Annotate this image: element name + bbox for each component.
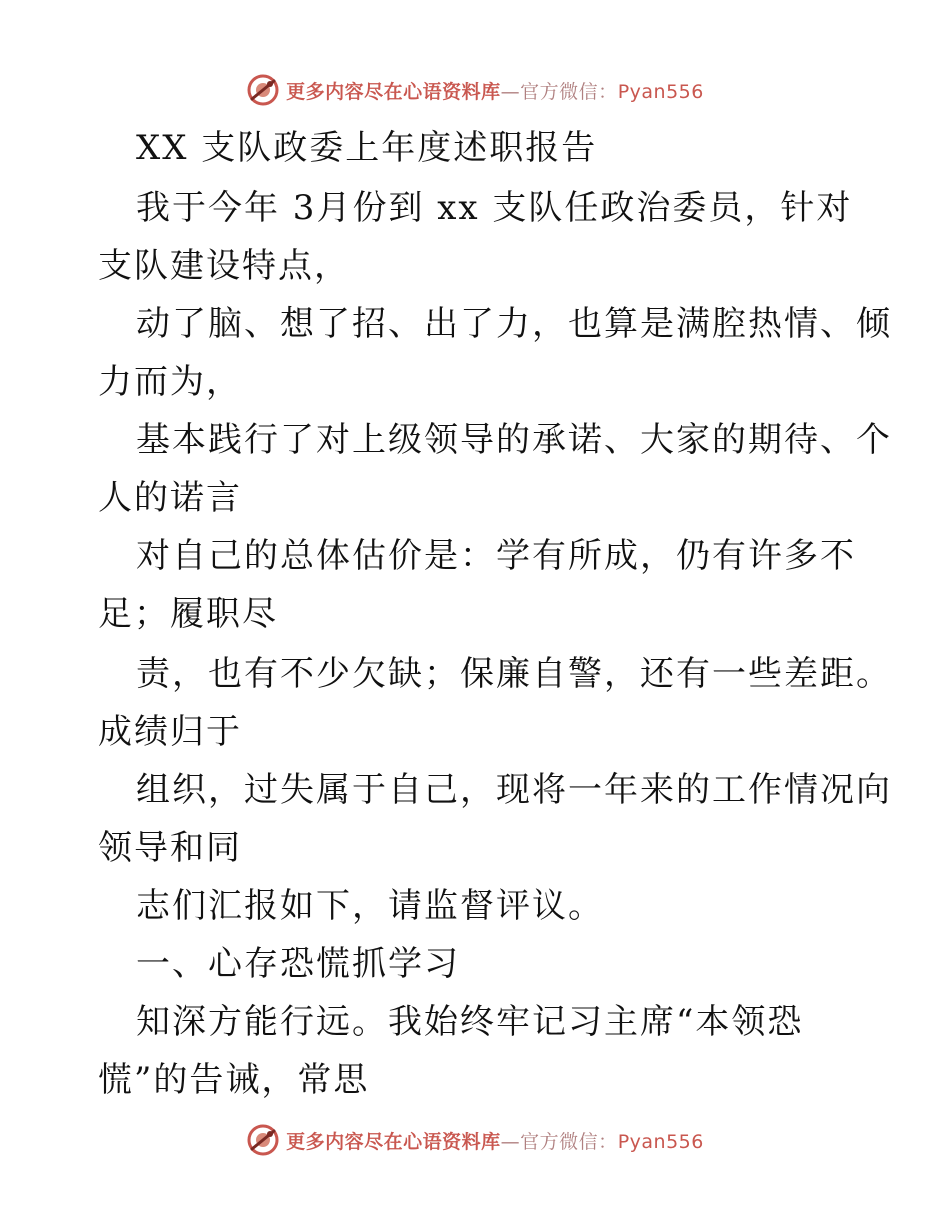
paragraph-line: 我于今年 3月份到 xx 支队任政治委员，针对 — [136, 188, 853, 228]
section-heading: 一、心存恐慌抓学习 — [136, 944, 460, 984]
watermark-wechat-id: Pyan556 — [617, 80, 704, 103]
paragraph-line: 对自己的总体估价是：学有所成，仍有许多不 — [136, 536, 856, 576]
watermark-wechat-label: 官方微信： — [520, 80, 618, 103]
document-title: XX 支队政委上年度述职报告 — [136, 128, 598, 168]
brand-logo-icon — [246, 73, 280, 107]
watermark-separator: — — [500, 80, 521, 103]
paragraph-line: 基本践行了对上级领导的承诺、大家的期待、个 — [136, 420, 892, 460]
brand-logo-icon — [246, 1123, 280, 1157]
paragraph-line: 足；履职尽 — [98, 594, 278, 634]
watermark-wechat-label: 官方微信： — [520, 1130, 618, 1153]
paragraph-line: 志们汇报如下，请监督评议。 — [136, 886, 604, 926]
paragraph-line: 慌”的告诫，常思 — [98, 1060, 370, 1100]
paragraph-line: 领导和同 — [98, 828, 242, 868]
watermark-brand: 更多内容尽在心语资料库 — [286, 80, 501, 103]
paragraph-line: 成绩归于 — [98, 712, 242, 752]
paragraph-line: 人的诺言 — [98, 478, 242, 518]
header-watermark — [0, 70, 950, 110]
paragraph-line: 知深方能行远。我始终牢记习主席“本领恐 — [136, 1002, 804, 1042]
paragraph-line: 动了脑、想了招、出了力，也算是满腔热情、倾 — [136, 304, 892, 344]
paragraph-line: 责，也有不少欠缺；保廉自警，还有一些差距。 — [136, 654, 892, 694]
watermark-brand: 更多内容尽在心语资料库 — [286, 1130, 501, 1153]
watermark-separator: — — [500, 1130, 521, 1153]
footer-watermark — [0, 1120, 950, 1160]
paragraph-line: 组织，过失属于自己，现将一年来的工作情况向 — [136, 770, 892, 810]
watermark-wechat-id: Pyan556 — [617, 1130, 704, 1153]
paragraph-line: 力而为， — [98, 362, 242, 402]
watermark-text — [286, 77, 704, 104]
watermark-text — [286, 1127, 704, 1154]
paragraph-line: 支队建设特点， — [98, 246, 350, 286]
